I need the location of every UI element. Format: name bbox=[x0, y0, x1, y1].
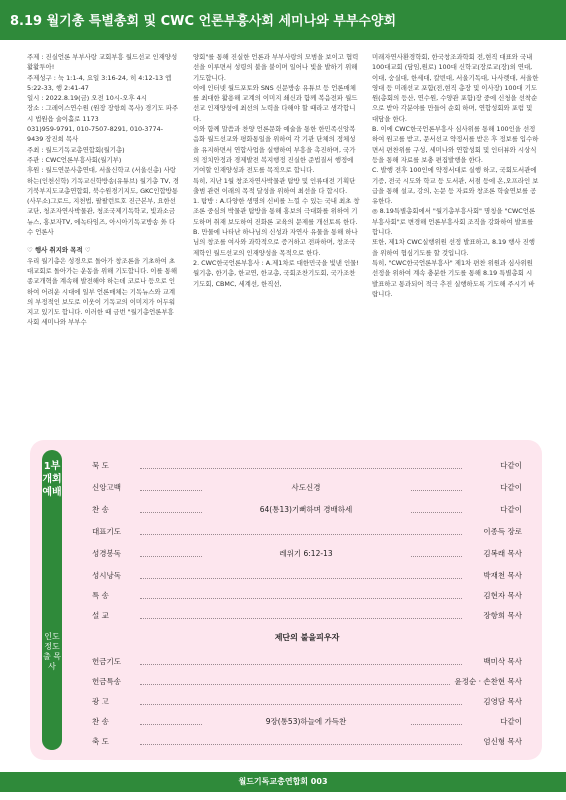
paragraph: C. 발행 전후 100인에 약정서대로 실행 하고, 국회도서관에 기증, 전국 시도와 학교 등 도서관, 서점 등에 온,오프라인 보급을 통해 설교, 강의, 논문 등 자료와 창조론 학술연보를 공유한다. bbox=[372, 166, 539, 206]
order-label: 축 도 bbox=[92, 737, 109, 746]
order-person: 박재천 목사 bbox=[479, 570, 522, 581]
order-label: 찬 송 bbox=[92, 717, 109, 726]
paragraph: 특히, "CWC한국언론부흥사" 제1차 편찬 위원과 심사위원 선정을 위하여 계속 충분한 기도를 통해 8.19 특별총회 시 발표하고 통과되어 적극 추진 실행하도록 기도해 주시기 바랍니다. bbox=[372, 258, 535, 298]
order-person: 다같이 bbox=[496, 482, 522, 493]
paragraph: 주제 : 진실언론 부부사랑 교회부흥 월드선교 인재양성 활활투아! bbox=[27, 53, 178, 72]
order-person: 다같이 bbox=[496, 504, 522, 515]
paragraph: 1. 탐방 : A.다양한 생명의 신비를 느낄 수 있는 국내 최초 창조론 중심의 박물관 탐방을 통해 홍보의 극대화를 위하여 기도하며 취재 보도하여 진화론 교육의 문제를 개선토록 한다. bbox=[193, 197, 360, 226]
section-title: 제단의 불을피우자 bbox=[274, 633, 340, 642]
paragraph: 주관 : CWC언론부흥사회(월기부) bbox=[27, 155, 122, 164]
order-person: 장항희 목사 bbox=[479, 610, 522, 621]
order-row bbox=[92, 502, 522, 520]
worship-leader: 인도 정도출 목사 bbox=[43, 632, 61, 671]
order-row bbox=[92, 654, 522, 672]
worship-part-title: 1부 개회예배 bbox=[42, 461, 62, 498]
paragraph: ◎ 8.19특별총회에서 "월기총부흥사회" 명칭을 "CWC언론부흥사회"로 변경해 언론부흥사회 조직을 강화하여 발표를 합니다. bbox=[372, 207, 536, 237]
order-content: 레위기 6:12-13 bbox=[202, 548, 410, 559]
page-title: 8.19 월기총 특별총회 및 CWC 언론부흥사회 세미나와 부부수양회 bbox=[10, 14, 397, 29]
paragraph: B. 만물에 나타난 하나님의 신성과 자연사 유물을 통해 하나님의 창조를 여사와 과학적으로 증거하고 전파하며, 창조국제학인 월드선교의 인재양성을 목적으로 한다. bbox=[193, 228, 358, 257]
order-row bbox=[92, 524, 522, 542]
order-content: 64(통13)기뻐하며 경배하세 bbox=[202, 504, 410, 515]
order-person: 다같이 bbox=[496, 460, 522, 471]
paragraph: 이에 인터넷 월드포토와 SNS 신문방송 유튜브 등 언론매체를 최대한 활용해 교계의 이미지 쇄신과 함께 복음전파 월드선교 인재양성에 최선의 노력을 다해야 할 때라고 생각합니다. bbox=[193, 83, 358, 123]
order-label: 특 송 bbox=[92, 591, 109, 600]
order-row bbox=[92, 674, 522, 692]
order-person: 김복래 목사 bbox=[479, 548, 522, 559]
paragraph: 031)959-9791, 010-7507-8291, 010-3774-9439 장진희 목사 bbox=[27, 125, 163, 144]
order-row bbox=[92, 714, 522, 732]
paragraph: 주최 : 월드기독교총연합회(월기총) bbox=[27, 145, 125, 154]
order-person: 다같이 bbox=[496, 716, 522, 727]
paragraph: 양회"를 통해 진실한 언론과 부부사랑의 모범을 보이고 협력선을 이루면서 성령의 불을 붙이며 일어나 빛을 발하기 위해 기도합니다. bbox=[193, 53, 359, 82]
order-label: 설 교 bbox=[92, 611, 109, 620]
order-row bbox=[92, 480, 522, 498]
paragraph: 2. CWC한국언론부흥사 : A.제1차로 대한민국을 빛낸 인물! 월기총, 한기총, 한교연, 한교총, 국회조찬기도회, 국가조찬기도회, CBMC, 세계선, 한직선, bbox=[193, 258, 359, 288]
section-heading: ♡ 행사 취지와 목적 ♡ bbox=[27, 246, 91, 255]
order-person: 김영담 목사 bbox=[479, 696, 522, 707]
paragraph: B. 이에 CWC한국언론부흥사 심사위를 통해 100인을 선정하여 원고를 받고, 문서선교 약정서를 받은 후 정보를 입수하면서 편찬위를 구성, 세미나와 연합성회 및 인터뷰와 시상식 등을 통해 자료를 보충 편집발행을 한다. bbox=[372, 125, 539, 164]
text-column-1 bbox=[27, 52, 179, 328]
text-column-2 bbox=[193, 52, 361, 289]
worship-sidebar bbox=[42, 450, 62, 750]
order-label: 신앙고백 bbox=[92, 483, 121, 492]
order-label: 묵 도 bbox=[92, 461, 109, 470]
footer-page-label: 월드기독교총연합회 003 bbox=[238, 777, 328, 786]
order-person: 이종득 장로 bbox=[479, 526, 522, 537]
paragraph: 일시 : 2022.8.19(금) 오전 10시-오후 4시 bbox=[27, 94, 147, 103]
paragraph: 후원 : 월드연문사총연대, 서울신학교 (서울신총) 사랑하는(인천신학) 기독교신학방송(유튜브) 월기총 TV, 경기북부지도교총연합회, 북수원경기지도, GKC인합방통(사무소)그로드, 지천법, 팔팔런트호 진근본부, 요한선교단, 청조자연사박물관, 청조국제기독학교, 빛과소금뉴스, 홍보자TV, 에녹타임즈, 아시아기독교방송 外 다수 언론사 bbox=[27, 166, 179, 237]
order-label: 광 고 bbox=[92, 697, 109, 706]
order-row bbox=[92, 568, 522, 586]
paragraph: 특히, 지난 1월 창조자연사박물관 탐방 및 인류대전 기획단 출범 관련 이래의 목적 달성을 위하여 최선을 다 합시다. bbox=[193, 176, 356, 195]
order-label: 헌금기도 bbox=[92, 657, 121, 666]
paragraph: 주제성구 : 눅 1:1-4, 요일 3:16-24, 히 4:12-13 엡 5:22-33, 행 2:41-47 bbox=[27, 73, 172, 92]
paragraph: 이와 함께 말씀과 찬양 언론문화 예술을 통한 한민족신앙복음화 월드선교와 평화통일을 위하여 각 기관 단체의 정체성을 유지하면서 연합사업을 실행하여 부흥을 촉진하며, 국가의 정치안정과 경제발전 복지행정 진실한 준법질서 행정에 기여할 인재양성과 전도를 목적으로 합니다. bbox=[193, 125, 356, 175]
order-row bbox=[92, 458, 522, 476]
order-label: 대표기도 bbox=[92, 527, 121, 536]
order-row bbox=[92, 694, 522, 712]
paragraph: 장소 : 그레이스연수원 (원장 장항희 목사) 경기도 파주시 법원읍 술이홀로 1173 bbox=[27, 104, 178, 123]
text-column-3 bbox=[372, 52, 539, 299]
order-row bbox=[92, 588, 522, 606]
order-person: 엄신형 목사 bbox=[479, 736, 522, 747]
order-content: 9장(통53)하늘에 가득찬 bbox=[202, 716, 410, 727]
order-row bbox=[92, 734, 522, 752]
order-label: 성경봉독 bbox=[92, 549, 121, 558]
order-label: 찬 송 bbox=[92, 505, 109, 514]
order-content: 사도신경 bbox=[202, 482, 410, 493]
header-bar bbox=[0, 0, 566, 40]
order-person: 윤정순 · 손찬현 목사 bbox=[451, 676, 523, 687]
order-person: 김현자 목사 bbox=[479, 590, 522, 601]
order-label: 성시낭독 bbox=[92, 571, 121, 580]
paragraph: 또한, 제1차 CWC실행위원 선정 발표하고, 8.19 행사 진행을 위하여 협심기도를 할 것입니다. bbox=[372, 238, 535, 257]
order-label: 헌금특송 bbox=[92, 677, 121, 686]
order-row bbox=[92, 546, 522, 564]
order-person: 백미삭 목사 bbox=[479, 656, 522, 667]
paragraph: 미래자연사환경학회, 한국창조과학회 전,현직 대표와 국내 100대교회 (담임,원로) 100대 신학교(장로교(장)외 연대, 이대, 숭실대, 한세대, 칼빈대, 서울기독대, 나사렛대, 서울한영대 등 미래선교 포함(전,현직 총장 및 이사장) 100대 기도원(총회의 등산, 연수원, 수양관 포함)장 중에 신청을 선착순으로 받아 각분야를 만들어 순회 하며, 연합성회와 포럼 및 대담을 한다. bbox=[372, 53, 539, 123]
paragraph: 우리 월기총은 성경으로 돌아가 창조론을 기초하여 초대교회로 돌아가는 운동을 위해 기도합니다. 이를 통해 종교개혁을 계속해 발전해야 하는데 코로나 등으로 인하여 어려운 시대에 일부 언론매체는 기독뉴스와 교계의 부정적인 보도로 이웃이 기독교의 이미지가 어두워지고 있기도 합니다. 이러한 때 금번 "월기총언론부흥사회 세미나와 부부수 bbox=[27, 256, 178, 327]
footer-bar bbox=[0, 772, 566, 792]
order-row bbox=[92, 608, 522, 626]
